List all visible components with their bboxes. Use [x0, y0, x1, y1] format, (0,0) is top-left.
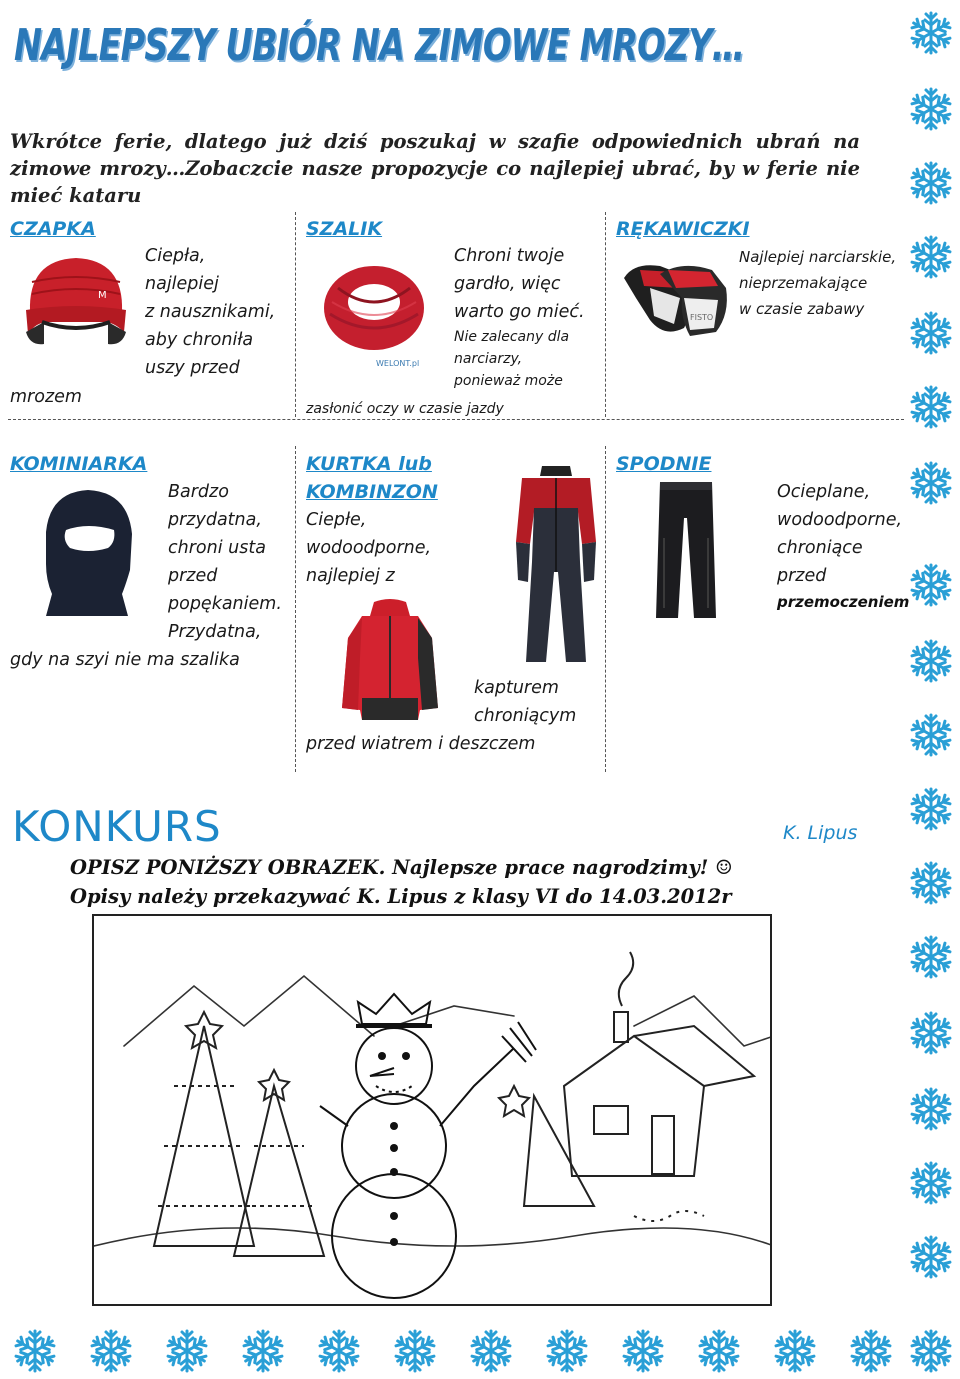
item-description-tail: gdy na szyi nie ma szalika: [10, 650, 240, 670]
snowflake-icon: [620, 1328, 666, 1374]
page-title: NAJLEPSZY UBIÓR NA ZIMOWE MROZY…: [14, 20, 745, 71]
snowman-scene-image: [94, 916, 772, 1306]
snowflake-icon: [848, 1328, 894, 1374]
snowflake-icon: [908, 1010, 954, 1056]
snowflake-icon: [908, 10, 954, 56]
snowflake-icon: [908, 860, 954, 906]
winter-drawing: [92, 914, 772, 1306]
item-description: Najlepiej narciarskie, nieprzemakające w czasie zabawy: [739, 248, 897, 318]
item-description: Ciepła, najlepiej z nausznikami, aby chroniła uszy przed: [145, 246, 276, 378]
item-heading: RĘKAWICZKI: [616, 218, 750, 240]
item-description: Bardzo przydatna, chroni usta przed popękaniem. Przydatna,: [168, 482, 282, 642]
intro-text: Wkrótce ferie, dlatego już dziś poszukaj w szafie odpowiednich ubrań na zimowe mrozy…Zobaczcie nasze propozycje co najlepiej ubrać, by w ferie nie mieć kataru: [10, 130, 860, 207]
item-description-tail: kapturem chroniącym: [474, 678, 577, 726]
trousers-image: [654, 478, 718, 622]
snowflake-icon: [88, 1328, 134, 1374]
contest-heading: KONKURS: [12, 802, 222, 851]
contest-deadline: Opisy należy przekazywać K. Lipus z klasy VI do 14.03.2012r: [70, 885, 732, 908]
snowflake-icon: [392, 1328, 438, 1374]
snowflake-icon: [908, 460, 954, 506]
snowflake-icon: [696, 1328, 742, 1374]
contest-instruction: OPISZ PONIŻSZY OBRAZEK. Najlepsze prace nagrodzimy! ☺: [70, 856, 733, 879]
snowflake-icon: [908, 562, 954, 608]
snowflake-icon: [908, 1234, 954, 1280]
snowflake-icon: [908, 1160, 954, 1206]
snowflake-icon: [240, 1328, 286, 1374]
item-description: Chroni twoje gardło, więc warto go mieć.: [454, 246, 585, 322]
column-divider: [295, 446, 296, 772]
snowflake-icon: [316, 1328, 362, 1374]
jacket-image: [340, 598, 440, 722]
item-heading: SPODNIE: [616, 453, 712, 475]
column-divider: [605, 446, 606, 772]
snowflake-icon: [544, 1328, 590, 1374]
snowflake-icon: [908, 86, 954, 132]
snowflake-icon: [164, 1328, 210, 1374]
svg-text:✦: ✦: [36, 517, 43, 526]
glove-brand: FISTO: [690, 313, 714, 322]
column-divider: [295, 212, 296, 417]
item-heading: KOMBINZON: [306, 481, 438, 503]
item-note-tail: zasłonić oczy w czasie jazdy: [306, 401, 504, 417]
hat-image: [18, 252, 133, 352]
item-description: Ciepłe, wodoodporne, najlepiej z: [306, 510, 432, 586]
item-heading: KOMINIARKA: [10, 453, 148, 475]
item-heading: CZAPKA: [10, 218, 96, 240]
item-description: Ocieplane, wodoodporne, chroniące przed: [777, 482, 903, 586]
snowflake-icon: [908, 310, 954, 356]
snowflake-icon: [772, 1328, 818, 1374]
column-divider: [605, 212, 606, 417]
gloves-image: [620, 258, 732, 340]
snowflake-icon: [468, 1328, 514, 1374]
snowsuit-image: [512, 462, 600, 666]
item-note: Nie zalecany dla narciarzy, ponieważ może: [454, 329, 570, 389]
image-watermark: WELONT.pl: [376, 359, 420, 368]
snowflake-icon: [908, 638, 954, 684]
contest-author: K. Lipus: [783, 822, 858, 844]
balaclava-image: [28, 484, 148, 624]
item-description-tail: mrozem: [10, 387, 82, 407]
item-heading: SZALIK: [306, 218, 383, 240]
item-description-tail: przed wiatrem i deszczem: [306, 734, 536, 754]
snowflake-icon: [908, 1086, 954, 1132]
snowflake-icon: [908, 160, 954, 206]
snowflake-icon: [12, 1328, 58, 1374]
scarf-image: [318, 258, 430, 368]
item-description-last: przemoczeniem: [777, 593, 910, 611]
snowflake-icon: [908, 712, 954, 758]
snowflake-icon: [908, 384, 954, 430]
snowflake-icon: [908, 1328, 954, 1374]
svg-text:M: M: [98, 290, 107, 301]
snowflake-icon: [908, 934, 954, 980]
item-heading: KURTKA lub: [306, 453, 432, 475]
snowflake-icon: [908, 234, 954, 280]
snowflake-icon: [908, 786, 954, 832]
